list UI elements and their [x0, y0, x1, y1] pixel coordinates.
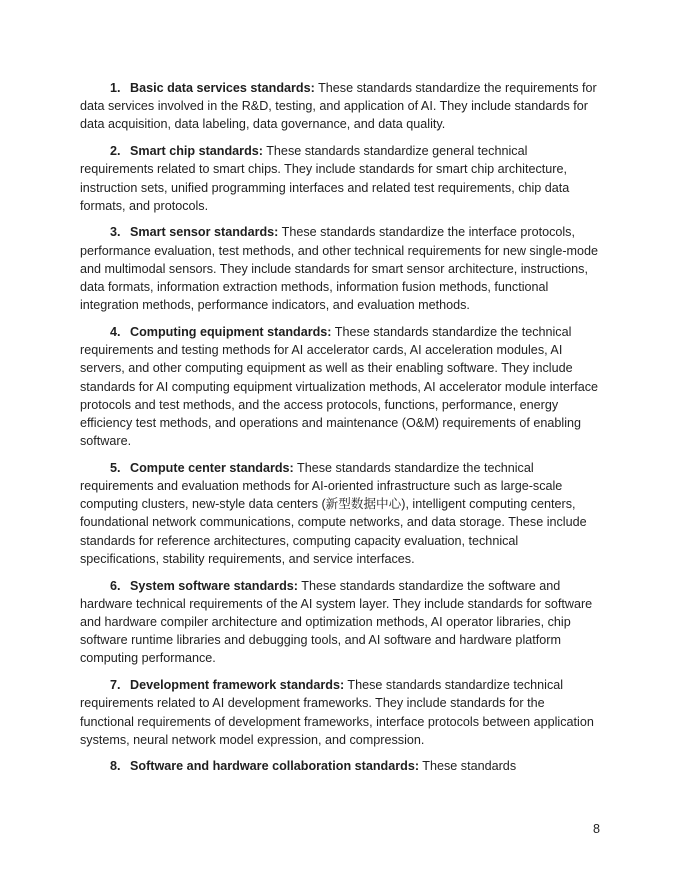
item-text: These standards standardize the software and hardware technical requirements of the AI system layer. They include standards for software and hardware compiler architecture and optimization methods, AI operator libraries, chip software runtime libraries and debugging tools, and AI software and hardware platform computing performance.: [80, 578, 593, 666]
item-text: These standards: [419, 759, 517, 774]
list-item: [80, 757, 600, 775]
item-number: 3.: [110, 225, 121, 240]
item-text: These standards standardize technical requirements related to AI development frameworks. They include standards for the functional requirements of development frameworks, interface protocols between application systems, neural network model expression, and compression.: [80, 678, 594, 747]
list-item: [80, 223, 600, 314]
list-item: [80, 459, 600, 568]
item-text: These standards standardize general technical requirements related to smart chips. They include standards for smart chip architecture, instruction sets, unified programming interfaces and related test requirements, chip data formats, and protocols.: [80, 144, 570, 213]
item-heading: Compute center standards:: [130, 460, 294, 475]
list-item: [80, 79, 600, 134]
item-number: 4.: [110, 324, 121, 339]
item-heading: Development framework standards:: [130, 678, 345, 693]
item-heading: Computing equipment standards:: [130, 324, 332, 339]
item-heading: Software and hardware collaboration standards:: [130, 759, 420, 774]
item-text: These standards standardize the interface protocols, performance evaluation, test methods, and other technical requirements for new single-mode and multimodal sensors. They include standards for smart sensor architecture, instructions, data formats, information extraction methods, information fusion methods, functional integration methods, performance indicators, and evaluation methods.: [80, 225, 599, 313]
item-heading: Basic data services standards:: [130, 81, 315, 95]
list-item: [80, 323, 600, 450]
list-item: [80, 676, 600, 749]
document-body: [80, 79, 600, 784]
page-number: 8: [592, 822, 600, 836]
item-text: These standards standardize the technical requirements and evaluation methods for AI-oriented infrastructure such as large-scale computing clusters, new-style data centers (新型数据中心), intelligent computing centers, foundational network communications, compute networks, and data storage. These include standards for reference architectures, computing capacity evaluation, technical specifications, stability requirements, and service interfaces.: [80, 460, 587, 566]
item-text: These standards standardize the technical requirements and testing methods for AI accelerator cards, AI acceleration modules, AI servers, and other computing equipment as well as their enabling software. They include standards for AI computing equipment virtualization methods, AI accelerator module interface protocols and test methods, and the access protocols, functions, performance, energy efficiency test methods, and operations and maintenance (O&M) requirements of enabling software.: [80, 324, 599, 449]
item-number: 5.: [110, 460, 121, 475]
item-text: These standards standardize the requirements for data services involved in the R&D, testing, and application of AI. They include standards for data acquisition, data labeling, data governance, and data quality.: [80, 81, 597, 132]
item-number: 1.: [110, 81, 121, 95]
item-number: 2.: [110, 144, 121, 159]
list-item: [80, 577, 600, 668]
item-heading: Smart chip standards:: [130, 144, 263, 159]
item-number: 6.: [110, 578, 121, 593]
item-heading: Smart sensor standards:: [130, 225, 279, 240]
item-number: 7.: [110, 678, 121, 693]
item-number: 8.: [110, 759, 121, 774]
list-item: [80, 142, 600, 215]
item-heading: System software standards:: [130, 578, 298, 593]
